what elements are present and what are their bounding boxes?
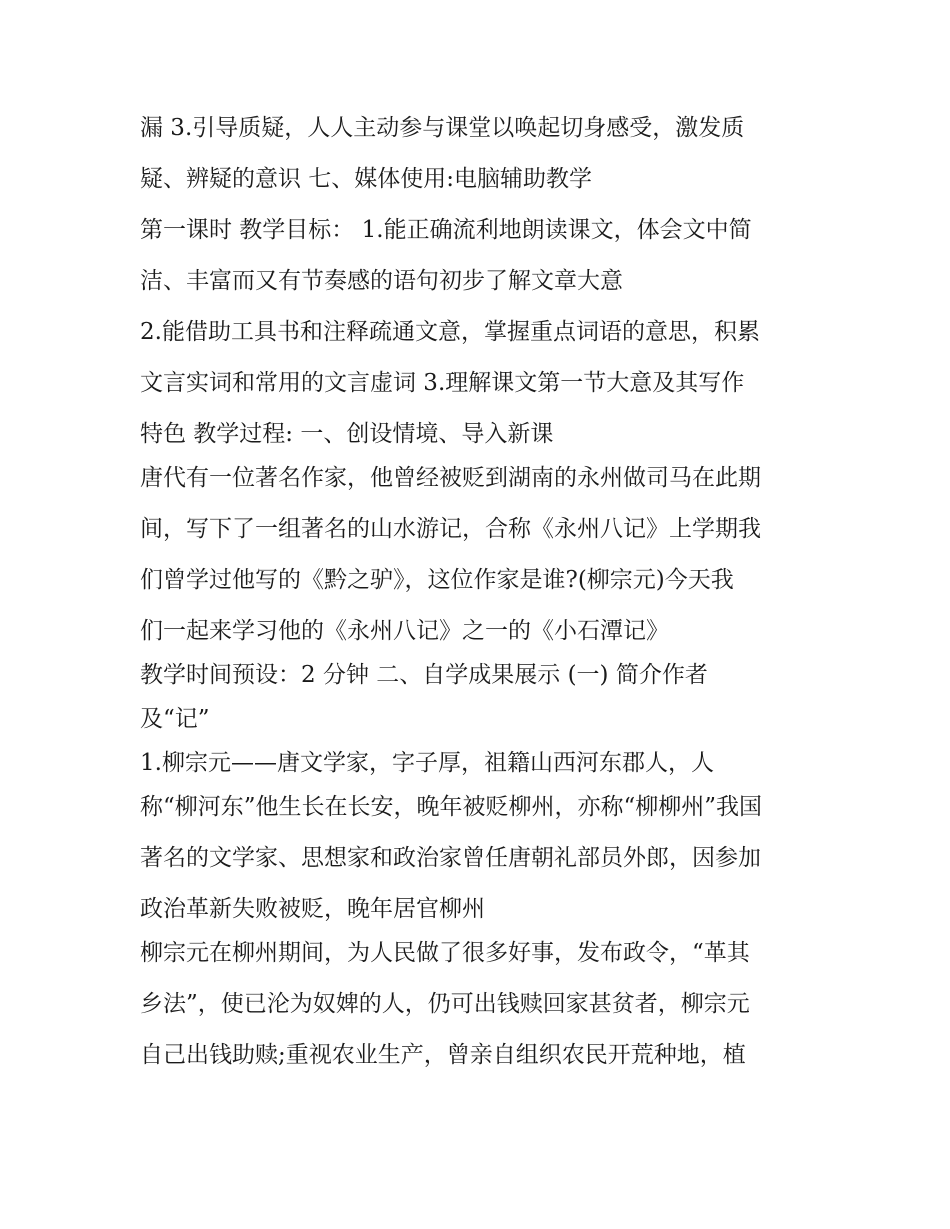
- text-line: 著名的文学家、思想家和政治家曾任唐朝礼部员外郎，因参加: [140, 845, 761, 871]
- text-line: 间，写下了一组著名的山水游记，合称《永州八记》上学期我: [140, 516, 761, 542]
- text-line: 们一起来学习他的《永州八记》之一的《小石潭记》: [140, 618, 669, 644]
- text-line: 第一课时 教学目标： 1.能正确流利地朗读课文，体会文中简: [140, 217, 752, 243]
- text-line: 特色 教学过程: 一、创设情境、导入新课: [140, 421, 554, 447]
- text-line: 唐代有一位著名作家，他曾经被贬到湖南的永州做司马在此期: [140, 465, 761, 491]
- text-line: 漏 3.引导质疑，人人主动参与课堂以唤起切身感受，激发质: [140, 115, 745, 141]
- text-line: 文言实词和常用的文言虚词 3.理解课文第一节大意及其写作: [140, 370, 745, 396]
- text-line: 柳宗元在柳州期间，为人民做了很多好事，发布政令，“革其: [140, 940, 750, 966]
- text-line: 疑、辨疑的意识 七、媒体使用:电脑辅助教学: [140, 166, 593, 192]
- document-body: [140, 108, 840, 1086]
- text-line: 称“柳河东”他生长在长安，晚年被贬柳州，亦称“柳柳州”我国: [140, 794, 763, 820]
- text-line: 政治革新失败被贬，晚年居官柳州: [140, 896, 485, 922]
- text-line: 2.能借助工具书和注释疏通文意，掌握重点词语的意思，积累: [140, 319, 760, 345]
- text-line: 自己出钱助赎;重视农业生产，曾亲自组织农民开荒种地，植: [140, 1042, 746, 1068]
- text-line: 教学时间预设：2 分钟 二、自学成果展示 (一) 简介作者: [140, 662, 708, 688]
- text-line: 洁、丰富而又有节奏感的语句初步了解文章大意: [140, 268, 623, 294]
- text-line: 及“记”: [140, 706, 210, 732]
- text-line: 们曾学过他写的《黔之驴》，这位作家是谁?(柳宗元)今天我: [140, 567, 734, 593]
- text-line: 1.柳宗元——唐文学家，字子厚，祖籍山西河东郡人，人: [140, 750, 714, 776]
- text-line: 乡法”，使已沦为奴婢的人，仍可出钱赎回家甚贫者，柳宗元: [140, 991, 750, 1017]
